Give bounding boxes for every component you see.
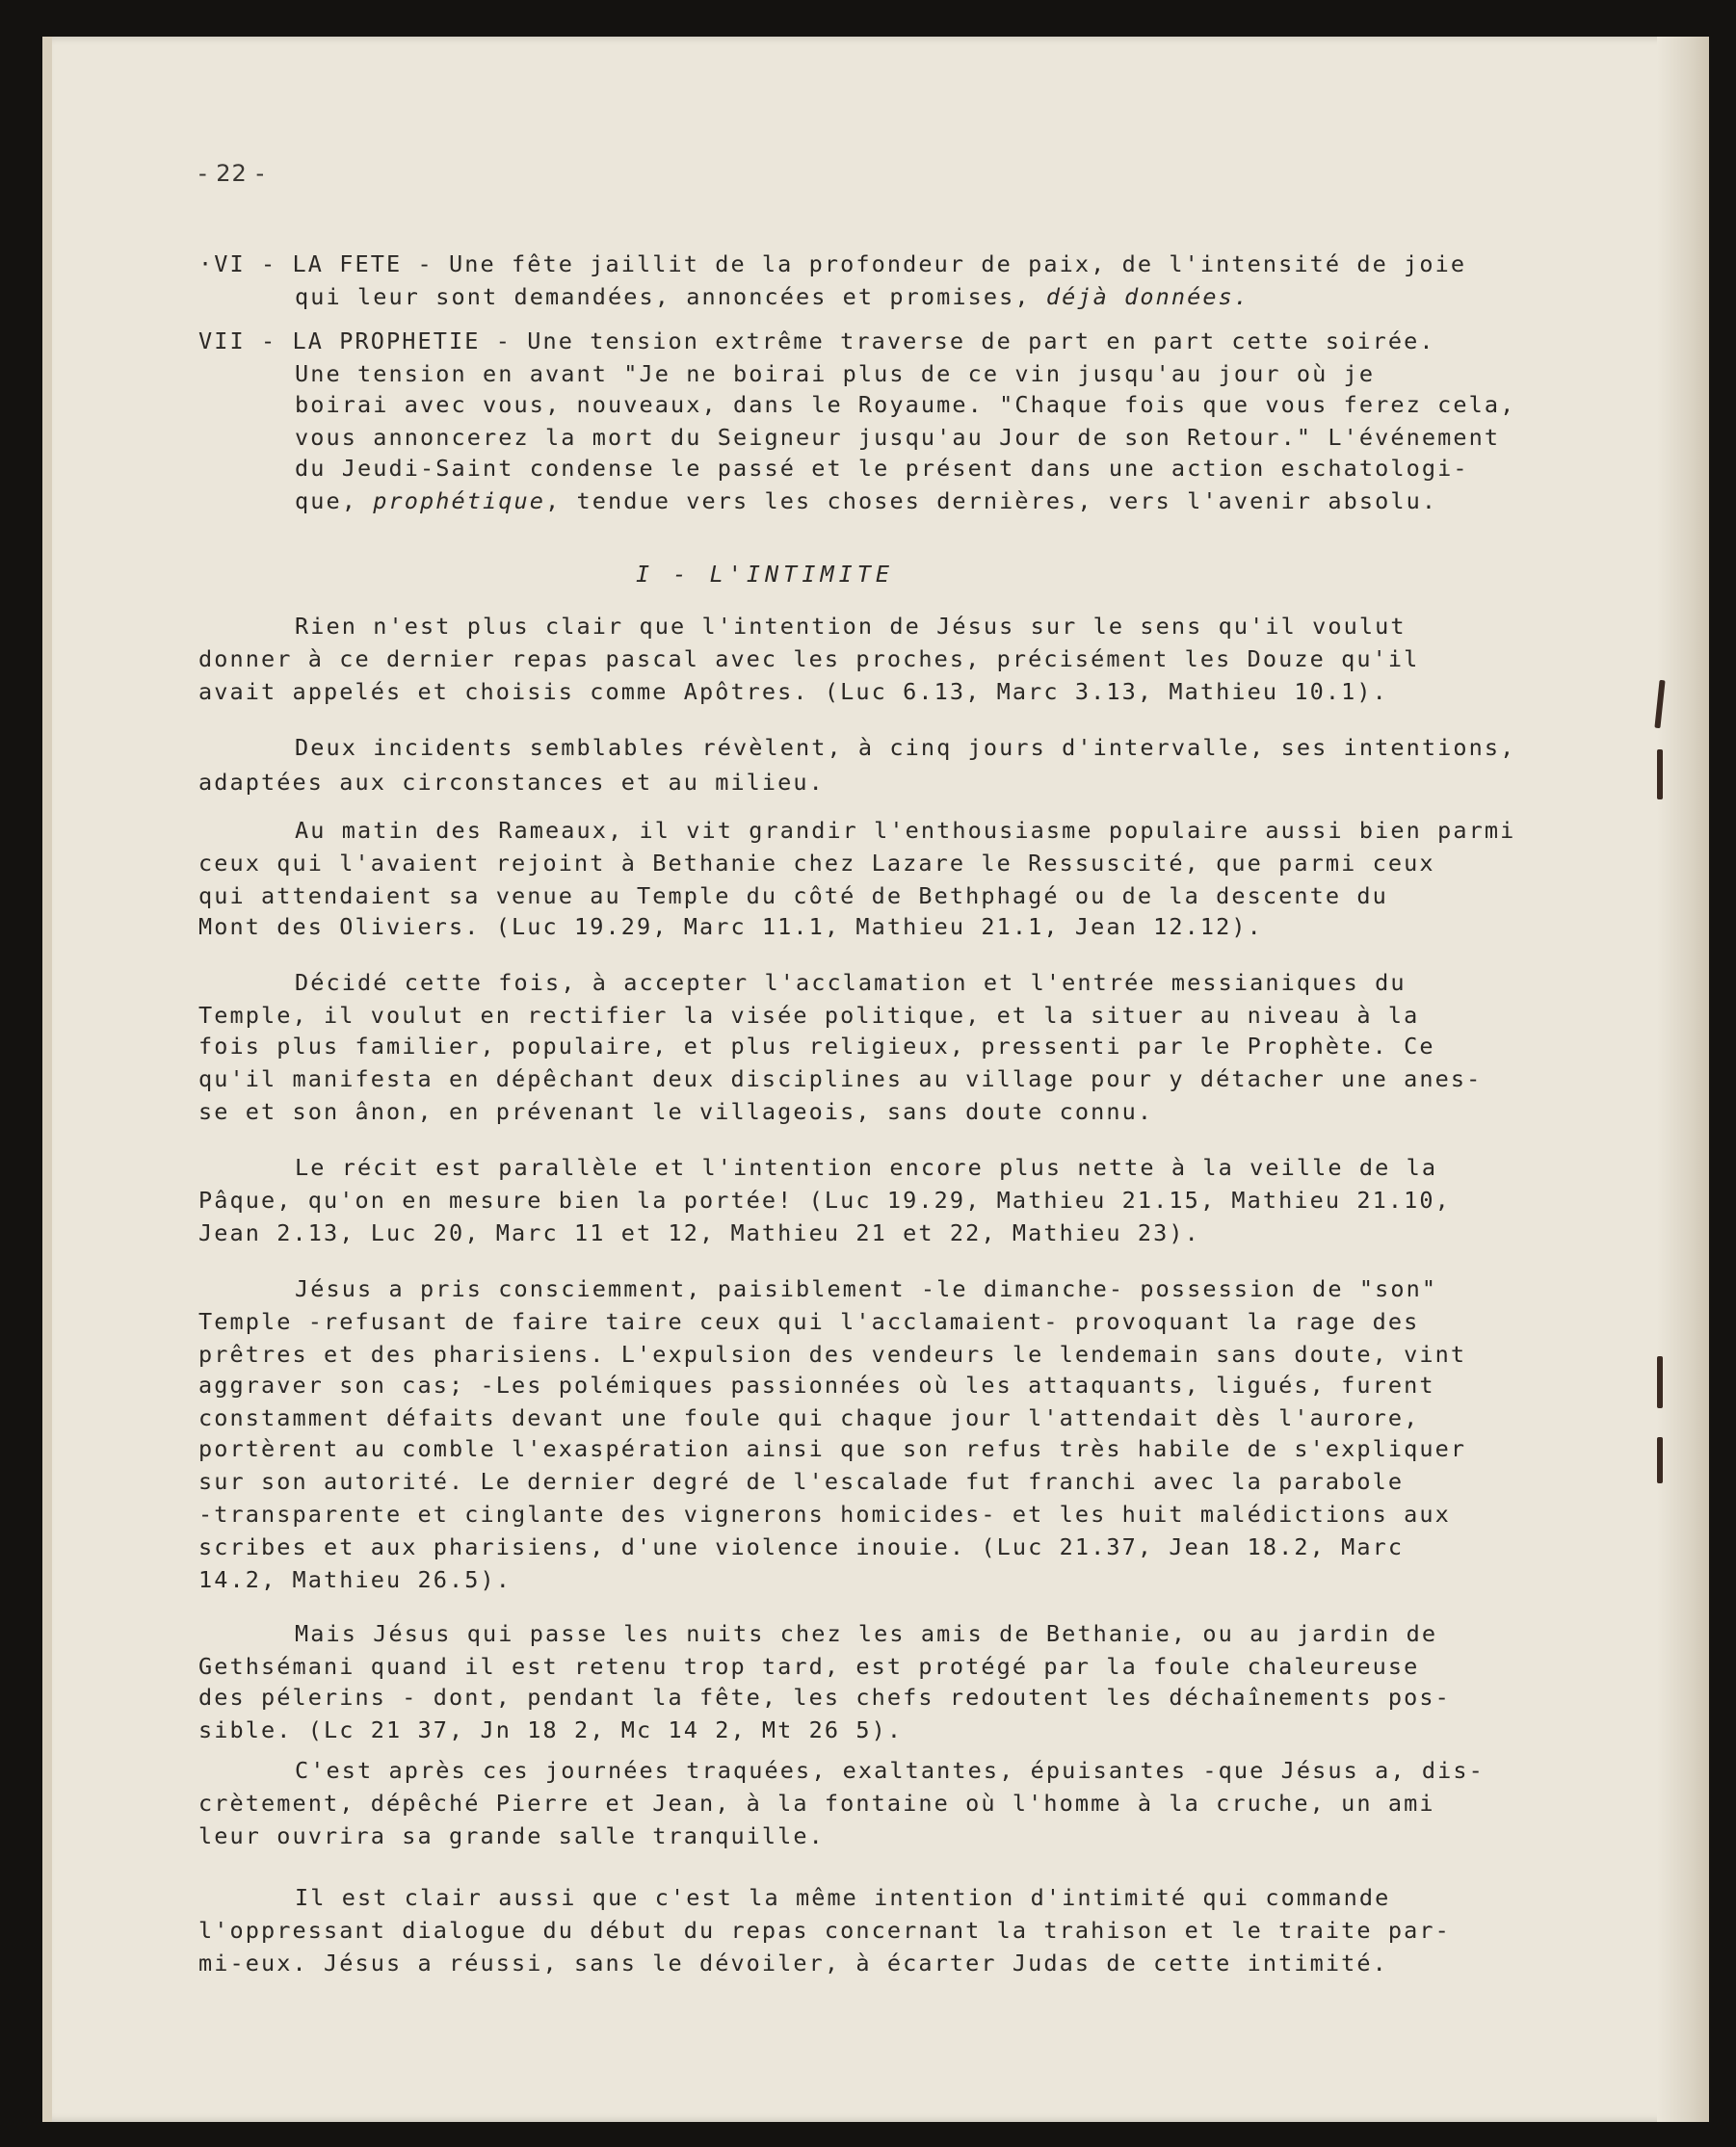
p6-line-4: aggraver son cas; -Les polémiques passionnées où les attaquants, ligués, furent [198,1372,1435,1399]
p3-line-4: Mont des Oliviers. (Luc 19.29, Marc 11.1, Mathieu 21.1, Jean 12.12). [198,913,1263,940]
p1-line-2: donner à ce dernier repas pascal avec les proches, précisément les Douze qu'il [198,645,1420,672]
vii-emphasis: prophétique [373,487,545,514]
p6-line-5: constamment défaits devant une foule qui chaque jour l'attendait dès l'aurore, [198,1404,1420,1431]
p1-line-3: avait appelés et choisis comme Apôtres. (Luc 6.13, Marc 3.13, Mathieu 10.1). [198,678,1388,705]
p6-line-9: scribes et aux pharisiens, d'une violence inouie. (Luc 21.37, Jean 18.2, Marc [198,1533,1405,1560]
p6-line-2: Temple -refusant de faire taire ceux qui l'acclamaient- provoquant la rage des [198,1308,1420,1335]
p9-line-2: l'oppressant dialogue du début du repas concernant la trahison et le traite par- [198,1917,1451,1944]
p3-line-2: ceux qui l'avaient rejoint à Bethanie chez Lazare le Ressuscité, que parmi ceux [198,850,1435,877]
p4-line-1: Décidé cette fois, à accepter l'acclamation et l'entrée messianiques du [295,969,1407,996]
p9-line-1: Il est clair aussi que c'est la même intention d'intimité qui commande [295,1884,1391,1911]
vii-line-1: VII - LA PROPHETIE - Une tension extrême traverse de part en part cette soirée. [198,327,1435,354]
p4-line-2: Temple, il voulut en rectifier la visée politique, et la situer au niveau à la [198,1002,1420,1029]
vii-line-4: vous annoncerez la mort du Seigneur jusqu'au Jour de son Retour." L'événement [295,424,1501,451]
p7-line-2: Gethsémani quand il est retenu trop tard, est protégé par la foule chaleureuse [198,1653,1420,1680]
p5-line-3: Jean 2.13, Luc 20, Marc 11 et 12, Mathieu 21 et 22, Mathieu 23). [198,1219,1200,1246]
vii-line-6 [295,485,1437,516]
p7-line-4: sible. (Lc 21 37, Jn 18 2, Mc 14 2, Mt 26 5). [198,1716,904,1743]
p8-line-2: crètement, dépêché Pierre et Jean, à la fontaine où l'homme à la cruche, un ami [198,1790,1435,1817]
vi-line-2 [295,281,1249,312]
vii-line-3: boirai avec vous, nouveaux, dans le Royaume. "Chaque fois que vous ferez cela, [295,391,1516,418]
vi-emphasis: déjà données. [1045,283,1250,310]
p8-line-3: leur ouvrira sa grande salle tranquille. [198,1822,825,1849]
p4-line-5: se et son ânon, en prévenant le villageois, sans doute connu. [198,1098,1154,1125]
p8-line-1: C'est après ces journées traquées, exaltantes, épuisantes -que Jésus a, dis- [295,1757,1485,1784]
p4-line-4: qu'il manifesta en dépêchant deux disciplines au village pour y détacher une anes- [198,1065,1483,1092]
p7-line-3: des pélerins - dont, pendant la fête, les chefs redoutent les déchaînements pos- [198,1684,1451,1711]
p3-line-1: Au matin des Rameaux, il vit grandir l'enthousiasme populaire aussi bien parmi [295,817,1516,844]
p9-line-3: mi-eux. Jésus a réussi, sans le dévoiler, à écarter Judas de cette intimité. [198,1950,1388,1977]
p4-line-3: fois plus familier, populaire, et plus religieux, pressenti par le Prophète. Ce [198,1033,1435,1060]
p5-line-1: Le récit est parallèle et l'intention encore plus nette à la veille de la [295,1154,1438,1181]
page-number: - 22 - [198,160,266,187]
p6-line-7: sur son autorité. Le dernier degré de l'escalade fut franchi avec la parabole [198,1468,1405,1495]
p1-line-1: Rien n'est plus clair que l'intention de Jésus sur le sens qu'il voulut [295,613,1407,640]
vii-line-5: du Jeudi-Saint condense le passé et le présent dans une action eschatologi- [295,455,1469,482]
p3-line-3: qui attendaient sa venue au Temple du côté de Bethphagé ou de la descente du [198,882,1388,909]
p6-line-6: portèrent au comble l'exaspération ainsi que son refus très habile de s'expliquer [198,1435,1467,1462]
p7-line-1: Mais Jésus qui passe les nuits chez les amis de Bethanie, ou au jardin de [295,1620,1438,1647]
vii-line-6-suffix: , tendue vers les choses dernières, vers l'avenir absolu. [544,487,1438,514]
vi-line-2-text: qui leur sont demandées, annoncées et promises, [295,283,1046,310]
vi-line-1: ·VI - LA FETE - Une fête jaillit de la profondeur de paix, de l'intensité de joie [198,250,1467,277]
p6-line-3: prêtres et des pharisiens. L'expulsion des vendeurs le lendemain sans doute, vint [198,1341,1467,1368]
p5-line-2: Pâque, qu'on en mesure bien la portée! (Luc 19.29, Mathieu 21.15, Mathieu 21.10, [198,1187,1451,1214]
section-heading: I - L'INTIMITE [636,561,895,588]
p2-line-1: Deux incidents semblables révèlent, à cinq jours d'intervalle, ses intentions, [295,734,1516,761]
vii-line-6-prefix: que, [295,487,374,514]
p6-line-10: 14.2, Mathieu 26.5). [198,1566,512,1593]
vii-line-2: Une tension en avant "Je ne boirai plus de ce vin jusqu'au jour où je [295,360,1376,387]
p6-line-1: Jésus a pris consciemment, paisiblement -le dimanche- possession de "son" [295,1275,1438,1302]
p2-line-2: adaptées aux circonstances et au milieu. [198,769,825,796]
p6-line-8: -transparente et cinglante des vignerons homicides- et les huit malédictions aux [198,1501,1451,1528]
